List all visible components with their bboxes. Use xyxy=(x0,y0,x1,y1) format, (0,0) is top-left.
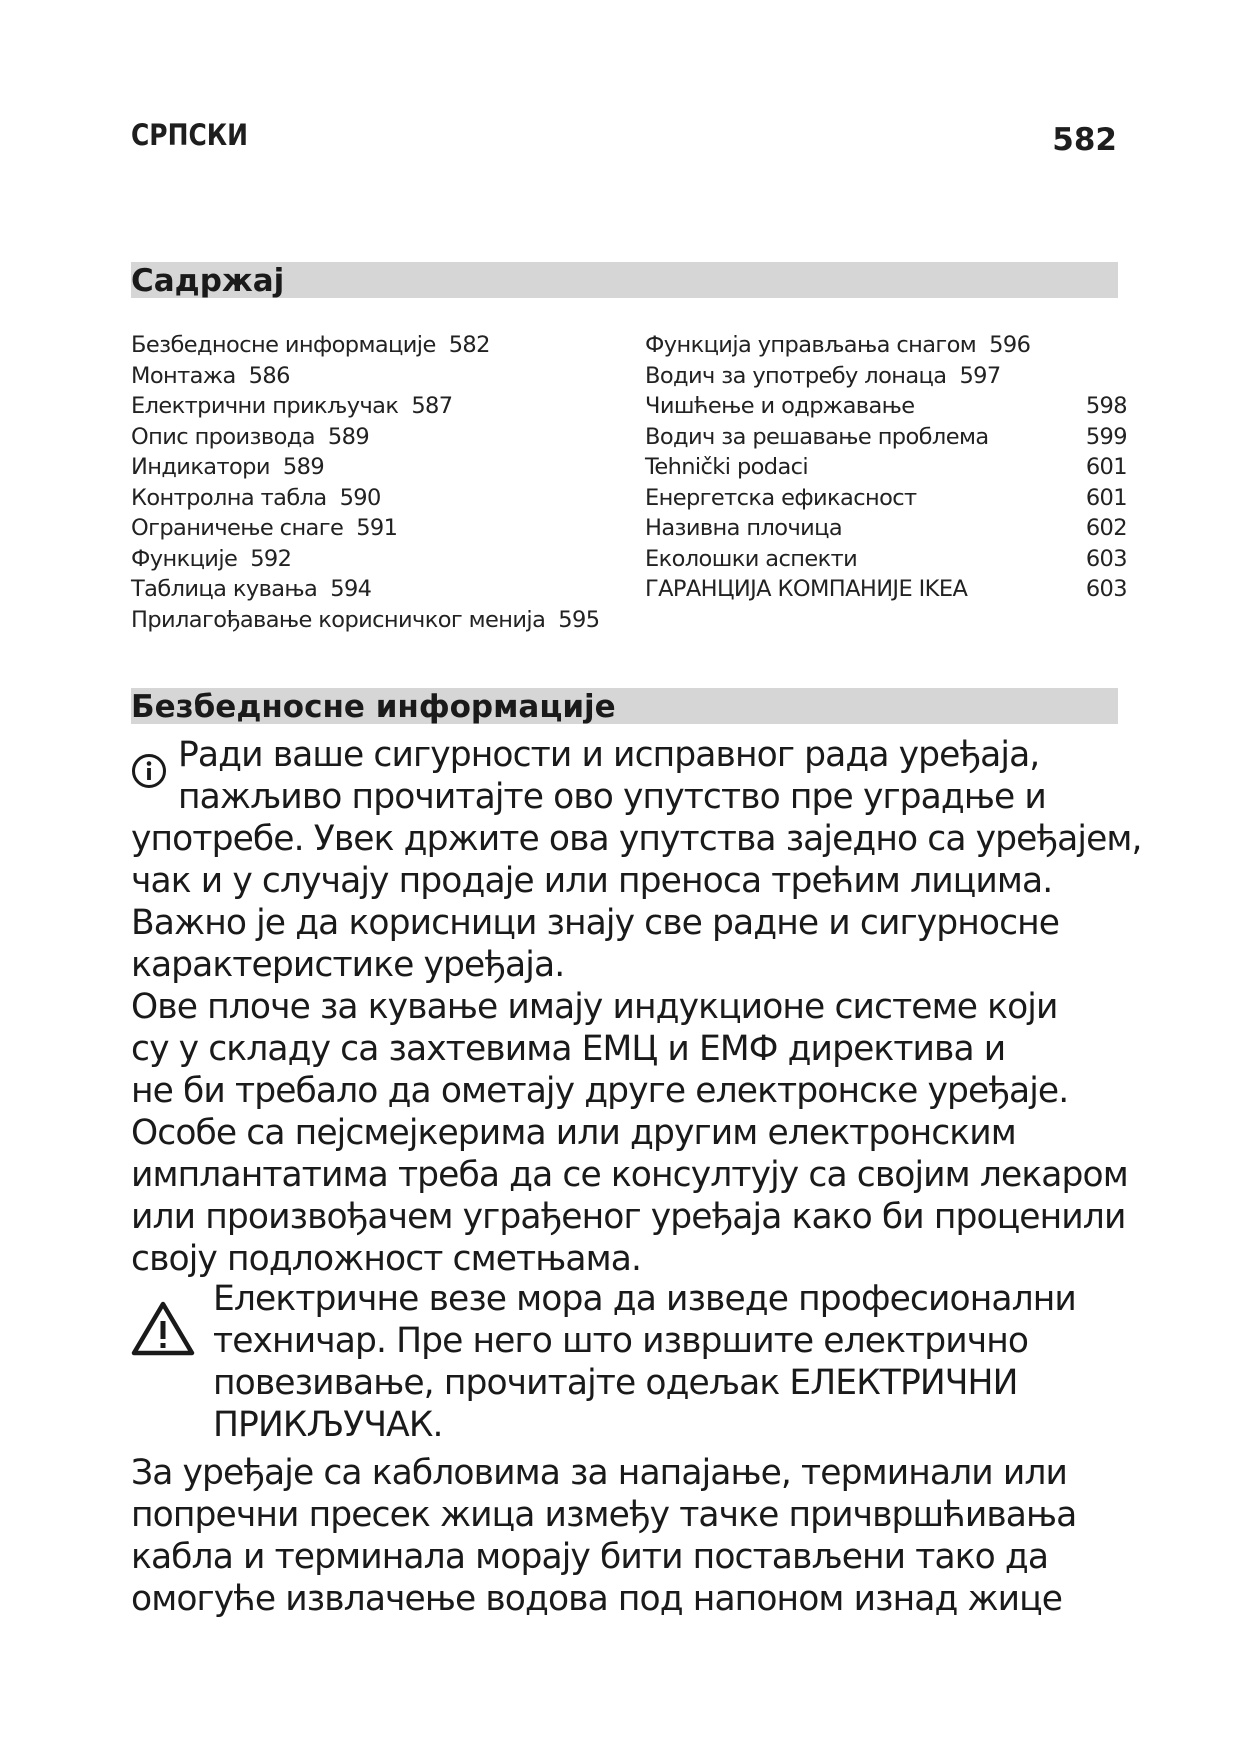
toc-entry-page: 589 xyxy=(327,423,370,450)
language-label: СРПСКИ xyxy=(131,118,249,152)
toc-entry[interactable] xyxy=(131,513,641,544)
toc-entry[interactable] xyxy=(131,422,641,453)
toc-entry[interactable] xyxy=(131,544,641,575)
toc-entry-title: Контролна табла xyxy=(131,484,327,511)
toc-entry[interactable] xyxy=(131,483,641,514)
toc-entry-page: 590 xyxy=(339,484,381,511)
cable-paragraph xyxy=(131,1452,1131,1620)
toc-entry-page: 586 xyxy=(248,362,290,389)
toc-entry-page: 598 xyxy=(1085,393,1127,419)
text-line: омогуће извлачење водова под напоном изнад жице xyxy=(131,1579,1063,1619)
toc-entry[interactable] xyxy=(645,361,1127,392)
toc-entry-page: 603 xyxy=(1085,545,1127,572)
toc-entry-title: Индикатори xyxy=(131,454,270,480)
toc-entry-page: 592 xyxy=(250,545,292,572)
info-paragraph xyxy=(131,734,1142,1280)
text-line: кабла и терминала морају бити постављени тако да xyxy=(131,1537,1049,1577)
toc-entry-title: Чишћење и одржавање xyxy=(645,393,915,419)
toc-entry[interactable] xyxy=(131,574,641,605)
toc-entry-title: Еколошки аспекти xyxy=(645,545,858,572)
toc-entry[interactable] xyxy=(131,605,641,636)
toc-entry[interactable] xyxy=(645,483,1127,514)
warning-paragraph xyxy=(131,1278,1131,1446)
safety-heading: Безбедносне информације xyxy=(131,689,616,725)
toc-entry-page: 589 xyxy=(282,454,325,480)
toc-entry-title: Водич за употребу лонаца xyxy=(645,362,947,389)
toc-entry-page: 603 xyxy=(1085,576,1127,602)
toc-entry-title: Електрични прикључак xyxy=(131,393,399,419)
toc-entry-page: 601 xyxy=(1085,454,1127,480)
text-line: попречни пресек жица између тачке причвршћивања xyxy=(131,1495,1077,1535)
toc-entry-title: Tehnički podaci xyxy=(645,454,809,480)
text-line: су у складу са захтевима ЕМЦ и ЕМФ директива и xyxy=(131,1029,1006,1069)
text-line: Ради ваше сигурности и исправног рада уређаја, xyxy=(178,735,1040,775)
toc-entry[interactable] xyxy=(645,544,1127,575)
toc-entry[interactable] xyxy=(645,574,1127,605)
text-line: За уређаје са кабловима за напајање, терминали или xyxy=(131,1453,1068,1493)
toc-heading: Садржај xyxy=(131,263,285,299)
toc-entry-title: Безбедносне информације xyxy=(131,332,436,358)
text-line: Ове плоче за кување имају индукционе системе који xyxy=(131,987,1058,1027)
toc-entry-page: 601 xyxy=(1085,484,1127,511)
toc-right-column xyxy=(645,330,1127,605)
text-line: имплантатима треба да се консултују са својим лекаром xyxy=(131,1155,1128,1195)
toc-entry-page: 587 xyxy=(411,393,453,419)
toc-entry-page: 594 xyxy=(330,576,372,602)
text-line: Електричне везе мора да изведе професионални xyxy=(213,1279,1076,1319)
text-line: или произвођачем уграђеног уређаја како би проценили xyxy=(131,1197,1126,1237)
toc-entry[interactable] xyxy=(645,422,1127,453)
toc-entry[interactable] xyxy=(645,330,1127,361)
toc-entry-page: 591 xyxy=(356,515,398,541)
toc-entry-title: Називна плочица xyxy=(645,515,843,541)
toc-entry-page: 582 xyxy=(448,332,490,358)
text-line: ПРИКЉУЧАК. xyxy=(213,1405,443,1445)
toc-entry[interactable] xyxy=(645,513,1127,544)
text-line: карактеристике уређаја. xyxy=(131,945,565,985)
toc-entry-title: Функција управљања снагом xyxy=(645,332,977,358)
text-line: пажљиво прочитајте ово упутство пре уградње и xyxy=(178,777,1046,817)
toc-left-column xyxy=(131,330,641,635)
toc-entry[interactable] xyxy=(131,452,641,483)
text-line: употребе. Увек држите ова упутства заједно са уређајем, xyxy=(131,819,1142,859)
toc-entry-page: 599 xyxy=(1085,423,1127,450)
toc-entry-title: Функције xyxy=(131,545,238,572)
toc-entry-title: Енергетска ефикасност xyxy=(645,484,917,511)
text-line: чак и у случају продаје или преноса трећим лицима. xyxy=(131,861,1053,901)
toc-entry-title: Прилагођавање корисничког менија xyxy=(131,606,546,633)
toc-entry-page: 595 xyxy=(558,606,600,633)
toc-entry-title: Монтажа xyxy=(131,362,236,389)
text-line: своју подложност сметњама. xyxy=(131,1239,642,1279)
toc-entry[interactable] xyxy=(645,391,1127,422)
toc-entry-title: Ограничење снаге xyxy=(131,515,344,541)
text-line: Особе са пејсмејкерима или другим електронским xyxy=(131,1113,1016,1153)
toc-entry-title: Опис производа xyxy=(131,423,315,450)
toc-entry-title: Таблица кувања xyxy=(131,576,318,602)
toc-entry[interactable] xyxy=(131,330,641,361)
text-line: Важно је да корисници знају све радне и сигурносне xyxy=(131,903,1060,943)
text-line: техничар. Пре него што извршите електрично xyxy=(213,1321,1029,1361)
toc-entry[interactable] xyxy=(131,391,641,422)
toc-entry-page: 597 xyxy=(959,362,1001,389)
text-line: повезивање, прочитајте одељак ЕЛЕКТРИЧНИ xyxy=(213,1363,1018,1403)
toc-entry[interactable] xyxy=(645,452,1127,483)
toc-entry-title: ГАРАНЦИЈА КОМПАНИЈЕ IKEA xyxy=(645,576,968,602)
toc-entry-page: 602 xyxy=(1085,515,1127,541)
toc-entry-page: 596 xyxy=(989,332,1031,358)
text-line: не би требало да ометају друге електронске уређаје. xyxy=(131,1071,1069,1111)
toc-entry[interactable] xyxy=(131,361,641,392)
toc-entry-title: Водич за решавање проблема xyxy=(645,423,989,450)
page-number: 582 xyxy=(1052,122,1117,158)
